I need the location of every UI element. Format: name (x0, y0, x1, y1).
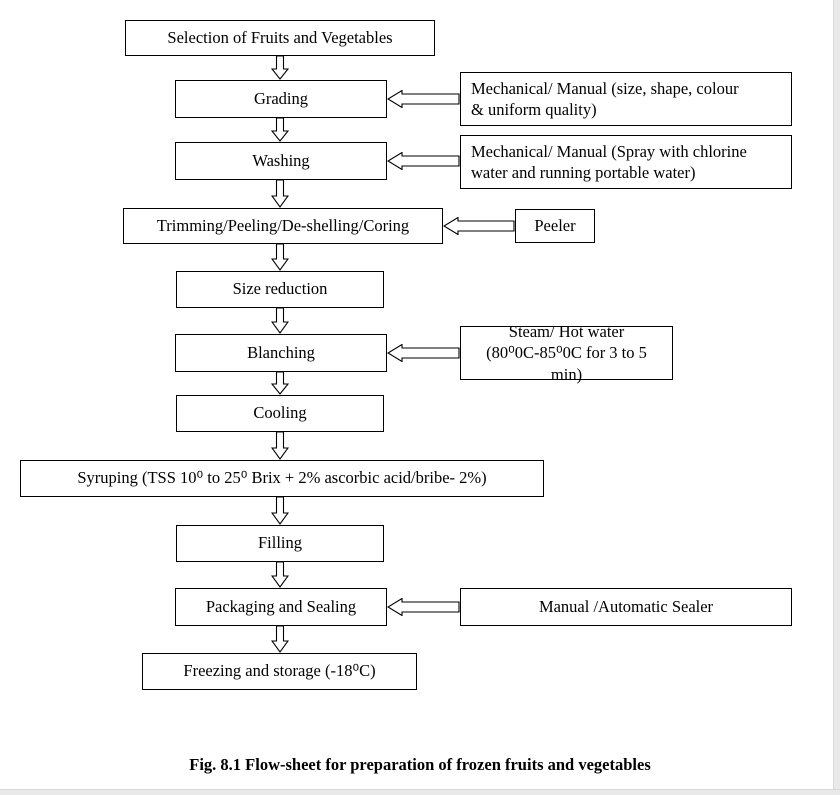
connector-cooling-to-syruping (271, 432, 289, 460)
flow-node-washing (175, 142, 387, 180)
annotation-grading (460, 72, 792, 126)
flow-node-size-reduction (176, 271, 384, 308)
annotation-sealer-label: Manual /Automatic Sealer (538, 596, 714, 616)
flow-node-freezing-label: Freezing and storage (-18⁰C) (183, 661, 376, 681)
flow-node-syruping (20, 460, 544, 497)
page-bottom-edge (0, 789, 840, 795)
flow-node-syruping-label: Syruping (TSS 10⁰ to 25⁰ Brix + 2% ascorbic acid/bribe- 2%) (77, 468, 487, 488)
flow-node-cooling (176, 395, 384, 432)
annotation-blanching-line1: Steam/ Hot water (508, 321, 625, 341)
connector-sealer-to-packaging (387, 598, 460, 616)
connector-blanching-note-to-blanching (387, 344, 460, 362)
connector-washing-note-to-washing (387, 152, 460, 170)
flow-node-trimming (123, 208, 443, 244)
annotation-peeler (515, 209, 595, 243)
annotation-washing-line2: water and running portable water) (471, 163, 696, 182)
flow-node-blanching-label: Blanching (247, 342, 315, 362)
connector-selection-to-grading (271, 56, 289, 80)
connector-size-reduction-to-blanching (271, 308, 289, 334)
connector-grading-note-to-grading (387, 90, 460, 108)
flow-node-filling-label: Filling (257, 533, 302, 553)
annotation-grading-line1: Mechanical/ Manual (size, shape, colour (471, 78, 739, 98)
flow-node-trimming-label: Trimming/Peeling/De-shelling/Coring (156, 215, 410, 235)
annotation-grading-line2: & uniform quality) (471, 100, 597, 119)
flow-node-grading-label: Grading (253, 88, 309, 108)
annotation-washing (460, 135, 792, 189)
figure-caption (0, 755, 840, 775)
annotation-sealer (460, 588, 792, 626)
flow-node-size-reduction-label: Size reduction (232, 279, 328, 299)
connector-trimming-to-size-reduction (271, 244, 289, 271)
flow-node-grading (175, 80, 387, 118)
flow-node-washing-label: Washing (252, 150, 310, 170)
annotation-blanching-line2: (80⁰0C-85⁰0C for 3 to 5 min) (486, 343, 647, 384)
connector-washing-to-trimming (271, 180, 289, 208)
flow-node-selection-label: Selection of Fruits and Vegetables (167, 27, 393, 47)
annotation-washing-line1: Mechanical/ Manual (Spray with chlorine (471, 141, 747, 161)
connector-peeler-to-trimming (443, 217, 515, 235)
flow-node-packaging-label: Packaging and Sealing (205, 596, 357, 616)
connector-blanching-to-cooling (271, 372, 289, 395)
flow-node-blanching (175, 334, 387, 372)
page-right-edge (833, 0, 840, 795)
flow-node-cooling-label: Cooling (253, 403, 307, 423)
connector-syruping-to-filling (271, 497, 289, 525)
annotation-peeler-label: Peeler (534, 215, 576, 235)
connector-grading-to-washing (271, 118, 289, 142)
flow-node-filling (176, 525, 384, 562)
connector-filling-to-packaging (271, 562, 289, 588)
annotation-blanching (460, 321, 673, 384)
flow-node-packaging (175, 588, 387, 626)
figure-caption-text: Fig. 8.1 Flow-sheet for preparation of frozen fruits and vegetables (189, 755, 651, 774)
flow-node-selection (125, 20, 435, 56)
connector-packaging-to-freezing (271, 626, 289, 653)
flow-node-freezing (142, 653, 417, 690)
